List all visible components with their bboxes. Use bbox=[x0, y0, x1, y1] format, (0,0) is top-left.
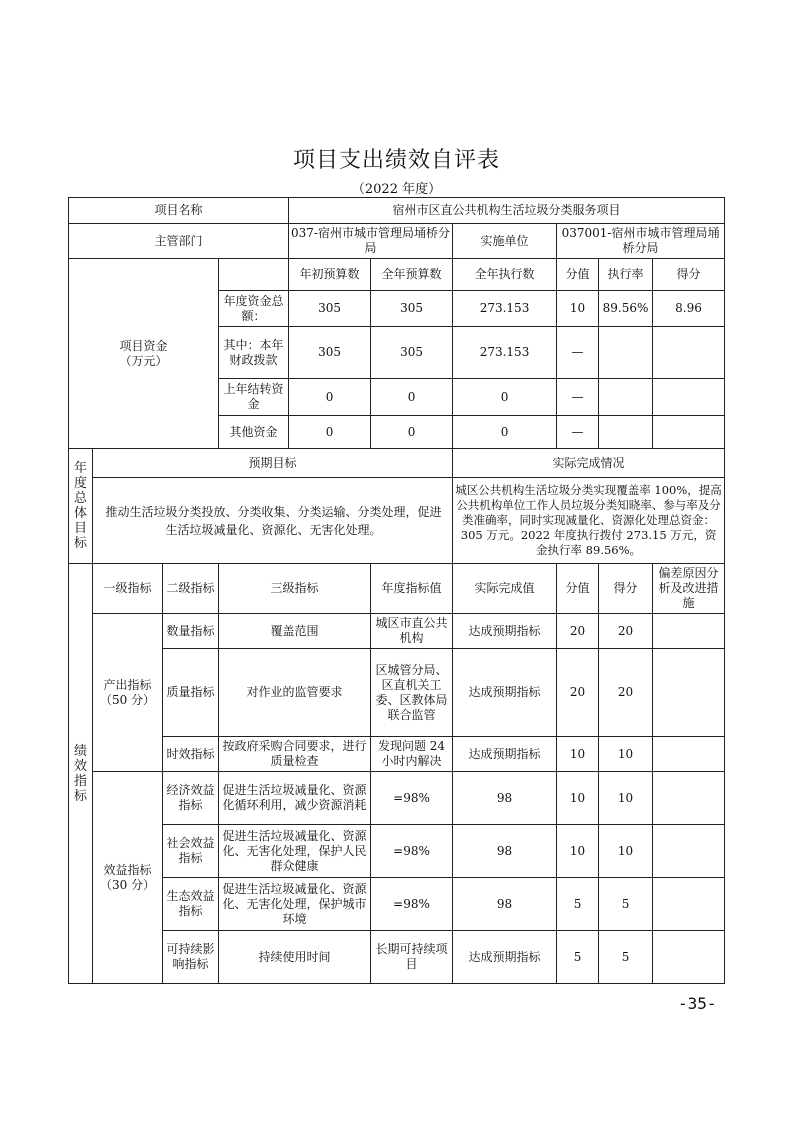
goals-content-row bbox=[69, 478, 725, 564]
deviation-cell bbox=[653, 737, 725, 772]
funds-cell: — bbox=[557, 379, 599, 416]
funds-cell bbox=[653, 327, 725, 379]
funds-cell: 305 bbox=[289, 291, 371, 327]
funds-cell: — bbox=[557, 327, 599, 379]
level2-cell: 时效指标 bbox=[163, 737, 219, 772]
actual-cell: 98 bbox=[453, 878, 557, 931]
actual-cell: 达成预期指标 bbox=[453, 931, 557, 984]
target-cell: =98% bbox=[371, 772, 453, 825]
level2-cell: 数量指标 bbox=[163, 614, 219, 649]
level3-cell: 按政府采购合同要求，进行质量检查 bbox=[219, 737, 371, 772]
funds-cell bbox=[599, 327, 653, 379]
funds-cell bbox=[599, 379, 653, 416]
indicators-header: 分值 bbox=[557, 564, 599, 614]
target-cell: 长期可持续项目 bbox=[371, 931, 453, 984]
level2-cell: 质量指标 bbox=[163, 649, 219, 737]
funds-cell: 10 bbox=[557, 291, 599, 327]
goals-section-label: 年度总体目标 bbox=[69, 449, 93, 564]
score-cell: 20 bbox=[599, 649, 653, 737]
page-title: 项目支出绩效自评表 bbox=[292, 148, 500, 173]
funds-cell: 89.56% bbox=[599, 291, 653, 327]
actual-cell: 达成预期指标 bbox=[453, 737, 557, 772]
score-value-cell: 10 bbox=[557, 772, 599, 825]
indicator-row bbox=[69, 649, 725, 737]
target-cell: =98% bbox=[371, 878, 453, 931]
funds-header: 得分 bbox=[653, 259, 725, 291]
funds-row-label: 其中：本年财政拨款 bbox=[219, 327, 289, 379]
target-cell: 发现问题 24 小时内解决 bbox=[371, 737, 453, 772]
goals-actual-text: 城区公共机构生活垃圾分类实现覆盖率 100%，提高公共机构单位工作人员垃圾分类知晓率、参与率及分类准确率，同时实现减量化、资源化处理总资金：305 万元。2022 年度执行拨付 273.15 万元，资金执行率 89.56%。 bbox=[453, 478, 725, 564]
level3-cell: 对作业的监管要求 bbox=[219, 649, 371, 737]
performance-table bbox=[68, 197, 725, 984]
funds-cell: 305 bbox=[371, 327, 453, 379]
dept-label: 主管部门 bbox=[69, 224, 289, 259]
target-cell: 区城管分局、区直机关工委、区教体局联合监管 bbox=[371, 649, 453, 737]
funds-row-label: 年度资金总额： bbox=[219, 291, 289, 327]
indicators-header-row bbox=[69, 564, 725, 614]
indicators-header: 偏差原因分析及改进措施 bbox=[653, 564, 725, 614]
deviation-cell bbox=[653, 825, 725, 878]
funds-cell: 8.96 bbox=[653, 291, 725, 327]
level3-cell: 持续使用时间 bbox=[219, 931, 371, 984]
level3-cell: 促进生活垃圾减量化、资源化、无害化处理，保护城市环境 bbox=[219, 878, 371, 931]
indicator-row bbox=[69, 772, 725, 825]
score-cell: 10 bbox=[599, 825, 653, 878]
goals-actual-header: 实际完成情况 bbox=[453, 449, 725, 478]
funds-cell: 0 bbox=[289, 379, 371, 416]
score-value-cell: 5 bbox=[557, 931, 599, 984]
target-cell: =98% bbox=[371, 825, 453, 878]
indicators-header: 得分 bbox=[599, 564, 653, 614]
unit-value: 037001-宿州市城市管理局埇桥分局 bbox=[557, 224, 725, 259]
deviation-cell bbox=[653, 649, 725, 737]
dept-value: 037-宿州市城市管理局埇桥分局 bbox=[289, 224, 453, 259]
funds-row-label: 上年结转资金 bbox=[219, 379, 289, 416]
funds-cell: 0 bbox=[371, 416, 453, 449]
funds-header: 分值 bbox=[557, 259, 599, 291]
indicators-header: 三级指标 bbox=[219, 564, 371, 614]
indicator-row bbox=[69, 614, 725, 649]
page-number: -35- bbox=[678, 994, 717, 1013]
funds-section-label bbox=[69, 259, 219, 449]
deviation-cell bbox=[653, 772, 725, 825]
goals-header-row bbox=[69, 449, 725, 478]
funds-cell: 0 bbox=[453, 379, 557, 416]
level3-cell: 覆盖范围 bbox=[219, 614, 371, 649]
score-cell: 5 bbox=[599, 878, 653, 931]
indicator-row bbox=[69, 878, 725, 931]
score-value-cell: 10 bbox=[557, 737, 599, 772]
level3-cell: 促进生活垃圾减量化、资源化、无害化处理，保护人民群众健康 bbox=[219, 825, 371, 878]
level2-cell: 生态效益指标 bbox=[163, 878, 219, 931]
funds-cell: 273.153 bbox=[453, 327, 557, 379]
goals-expected-text: 推动生活垃圾分类投放、分类收集、分类运输、分类处理，促进生活垃圾减量化、资源化、无害化处理。 bbox=[93, 478, 453, 564]
funds-cell: 305 bbox=[371, 291, 453, 327]
level2-cell: 经济效益指标 bbox=[163, 772, 219, 825]
level3-cell: 促进生活垃圾减量化、资源化循环利用，减少资源消耗 bbox=[219, 772, 371, 825]
deviation-cell bbox=[653, 878, 725, 931]
score-cell: 5 bbox=[599, 931, 653, 984]
score-cell: 10 bbox=[599, 772, 653, 825]
funds-cell bbox=[653, 379, 725, 416]
funds-header-row bbox=[69, 259, 725, 291]
score-cell: 20 bbox=[599, 614, 653, 649]
funds-cell bbox=[653, 416, 725, 449]
indicators-header: 实际完成值 bbox=[453, 564, 557, 614]
level1-benefit: 效益指标 （30 分） bbox=[93, 772, 163, 984]
indicators-header: 年度指标值 bbox=[371, 564, 453, 614]
indicator-row bbox=[69, 931, 725, 984]
actual-cell: 达成预期指标 bbox=[453, 649, 557, 737]
actual-cell: 达成预期指标 bbox=[453, 614, 557, 649]
page-subtitle: （2022 年度） bbox=[351, 182, 442, 197]
funds-cell: 0 bbox=[453, 416, 557, 449]
indicators-section-label: 绩效指标 bbox=[69, 564, 93, 984]
funds-header: 执行率 bbox=[599, 259, 653, 291]
unit-label: 实施单位 bbox=[453, 224, 557, 259]
funds-header-blank bbox=[219, 259, 289, 291]
target-cell: 城区市直公共机构 bbox=[371, 614, 453, 649]
dept-row bbox=[69, 224, 725, 259]
funds-header: 年初预算数 bbox=[289, 259, 371, 291]
actual-cell: 98 bbox=[453, 825, 557, 878]
indicators-header: 一级指标 bbox=[93, 564, 163, 614]
funds-cell bbox=[599, 416, 653, 449]
funds-cell: — bbox=[557, 416, 599, 449]
score-value-cell: 20 bbox=[557, 649, 599, 737]
funds-header: 全年执行数 bbox=[453, 259, 557, 291]
indicator-row bbox=[69, 737, 725, 772]
level2-cell: 可持续影响指标 bbox=[163, 931, 219, 984]
score-value-cell: 20 bbox=[557, 614, 599, 649]
goals-expected-header: 预期目标 bbox=[93, 449, 453, 478]
score-value-cell: 5 bbox=[557, 878, 599, 931]
project-name-row bbox=[69, 198, 725, 224]
funds-label-line2: （万元） bbox=[119, 353, 168, 368]
indicators-header: 二级指标 bbox=[163, 564, 219, 614]
level1-output: 产出指标 （50 分） bbox=[93, 614, 163, 772]
indicator-row bbox=[69, 825, 725, 878]
actual-cell: 98 bbox=[453, 772, 557, 825]
project-name-label: 项目名称 bbox=[69, 198, 289, 224]
project-name-value: 宿州市区直公共机构生活垃圾分类服务项目 bbox=[289, 198, 725, 224]
score-cell: 10 bbox=[599, 737, 653, 772]
funds-cell: 273.153 bbox=[453, 291, 557, 327]
level2-cell: 社会效益指标 bbox=[163, 825, 219, 878]
deviation-cell bbox=[653, 931, 725, 984]
funds-row-label: 其他资金 bbox=[219, 416, 289, 449]
score-value-cell: 10 bbox=[557, 825, 599, 878]
funds-cell: 0 bbox=[371, 379, 453, 416]
funds-cell: 305 bbox=[289, 327, 371, 379]
deviation-cell bbox=[653, 614, 725, 649]
funds-header: 全年预算数 bbox=[371, 259, 453, 291]
funds-cell: 0 bbox=[289, 416, 371, 449]
funds-label-line1: 项目资金 bbox=[119, 338, 168, 353]
